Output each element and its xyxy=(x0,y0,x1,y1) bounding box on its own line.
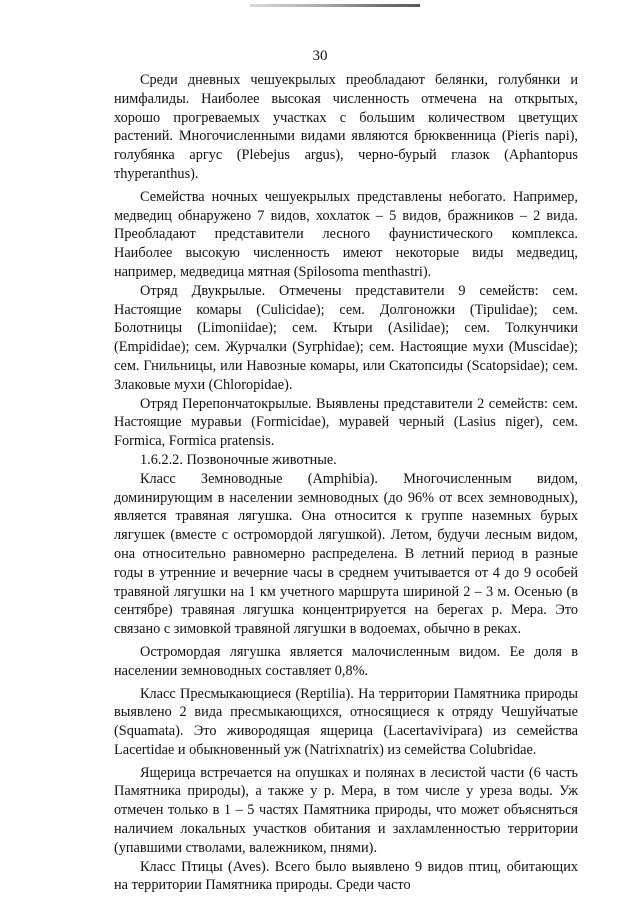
paragraph-lizard-snake: Ящерица встречается на опушках и полянах в лесистой части (6 часть Памятника природы), а также у р. Мера, в том числе у уреза воды. Уж отмечен только в 1 – 5 частях Памятника природы, что может объясняться наличием локальных участков обитания и захламленностью территории (упавшими стволами, валежником, пнями). xyxy=(114,764,578,856)
paragraph-reptilia: Класс Пресмыкающиеся (Reptilia). На территории Памятника природы выявлено 2 вида пресмыкающихся, относящиеся к отряду Чешуйчатые (Squamata). Это живородящая ящерица (Lacertavivipara) из семейства Lacertidae и обыкновенный уж (Natrixnatrix) из семейства Colubridae. xyxy=(114,685,578,758)
paragraph-night-lepidoptera: Семейства ночных чешуекрылых представлены небогато. Например, медведиц обнаружено 7 видов, хохлаток – 5 видов, бражников – 2 вида. Преобладают представители лесного фаунистического комплекса. Наиболее высокую численность имеют некоторые виды медведиц, например, медведица мятная (Spilosoma menthastri). xyxy=(114,188,578,280)
paragraph-moor-frog: Остромордая лягушка является малочисленным видом. Ее доля в населении земноводных составляет 0,8%. xyxy=(114,643,578,679)
paragraph-day-lepidoptera: Среди дневных чешуекрылых преобладают белянки, голубянки и нимфалиды. Наиболее высокая численность отмечена на открытых, хорошо прогреваемых участках с большим количеством цветущих растений. Многочисленными видами являются брюквенница (Pieris napi), голубянка аргус (Plebejus argus), черно-бурый глазок (Aphantopus тhyperanthus). xyxy=(114,72,578,182)
paragraph-diptera: Отряд Двукрылые. Отмечены представители 9 семейств: сем. Настоящие комары (Culicidae); сем. Долгоножки (Tipulidae); сем. Болотницы (Limoniidae); сем. Ктыри (Asilidae); сем. Толкунчики (Empididae); сем. Журчалки (Syrphidae); сем. Настоящие мухи (Muscidae); сем. Гнильницы, или Навозные комары, или Скатопсиды (Scatopsidae); сем. Злаковые мухи (Chloropidae). xyxy=(114,282,578,393)
paragraph-aves: Класс Птицы (Aves). Всего было выявлено 9 видов птиц, обитающих на территории Памятника природы. Среди часто xyxy=(114,858,578,894)
page-number: 30 xyxy=(312,48,328,64)
document-body xyxy=(114,71,578,895)
paragraph-amphibia: Класс Земноводные (Amphibia). Многочисленным видом, доминирующим в населении земноводных (до 96% от всех земноводных), является травяная лягушка. Она относится к группе наземных бурых лягушек (вместе с остромордой лягушкой). Летом, будучи лесным видом, она относительно равномерно распределена. В летний период в разные годы в утренние и вечерние часы в среднем учитывается от 4 до 9 особей травяной лягушки на 1 км учетного маршрута шириной 2 – 3 м. Осенью (в сентябре) травяная лягушка концентрируется на берегах р. Мера. Это связано с зимовкой травяной лягушки в водоемах, обычно в реках. xyxy=(114,470,578,638)
scan-artifact-line xyxy=(250,4,420,7)
section-heading-vertebrates: 1.6.2.2. Позвоночные животные. xyxy=(140,451,337,468)
paragraph-hymenoptera: Отряд Перепончатокрылые. Выявлены представители 2 семейств: сем. Настоящие муравьи (Formicidae), муравей черный (Lasius niger), сем. Formica, Formica pratensis. xyxy=(114,395,578,450)
